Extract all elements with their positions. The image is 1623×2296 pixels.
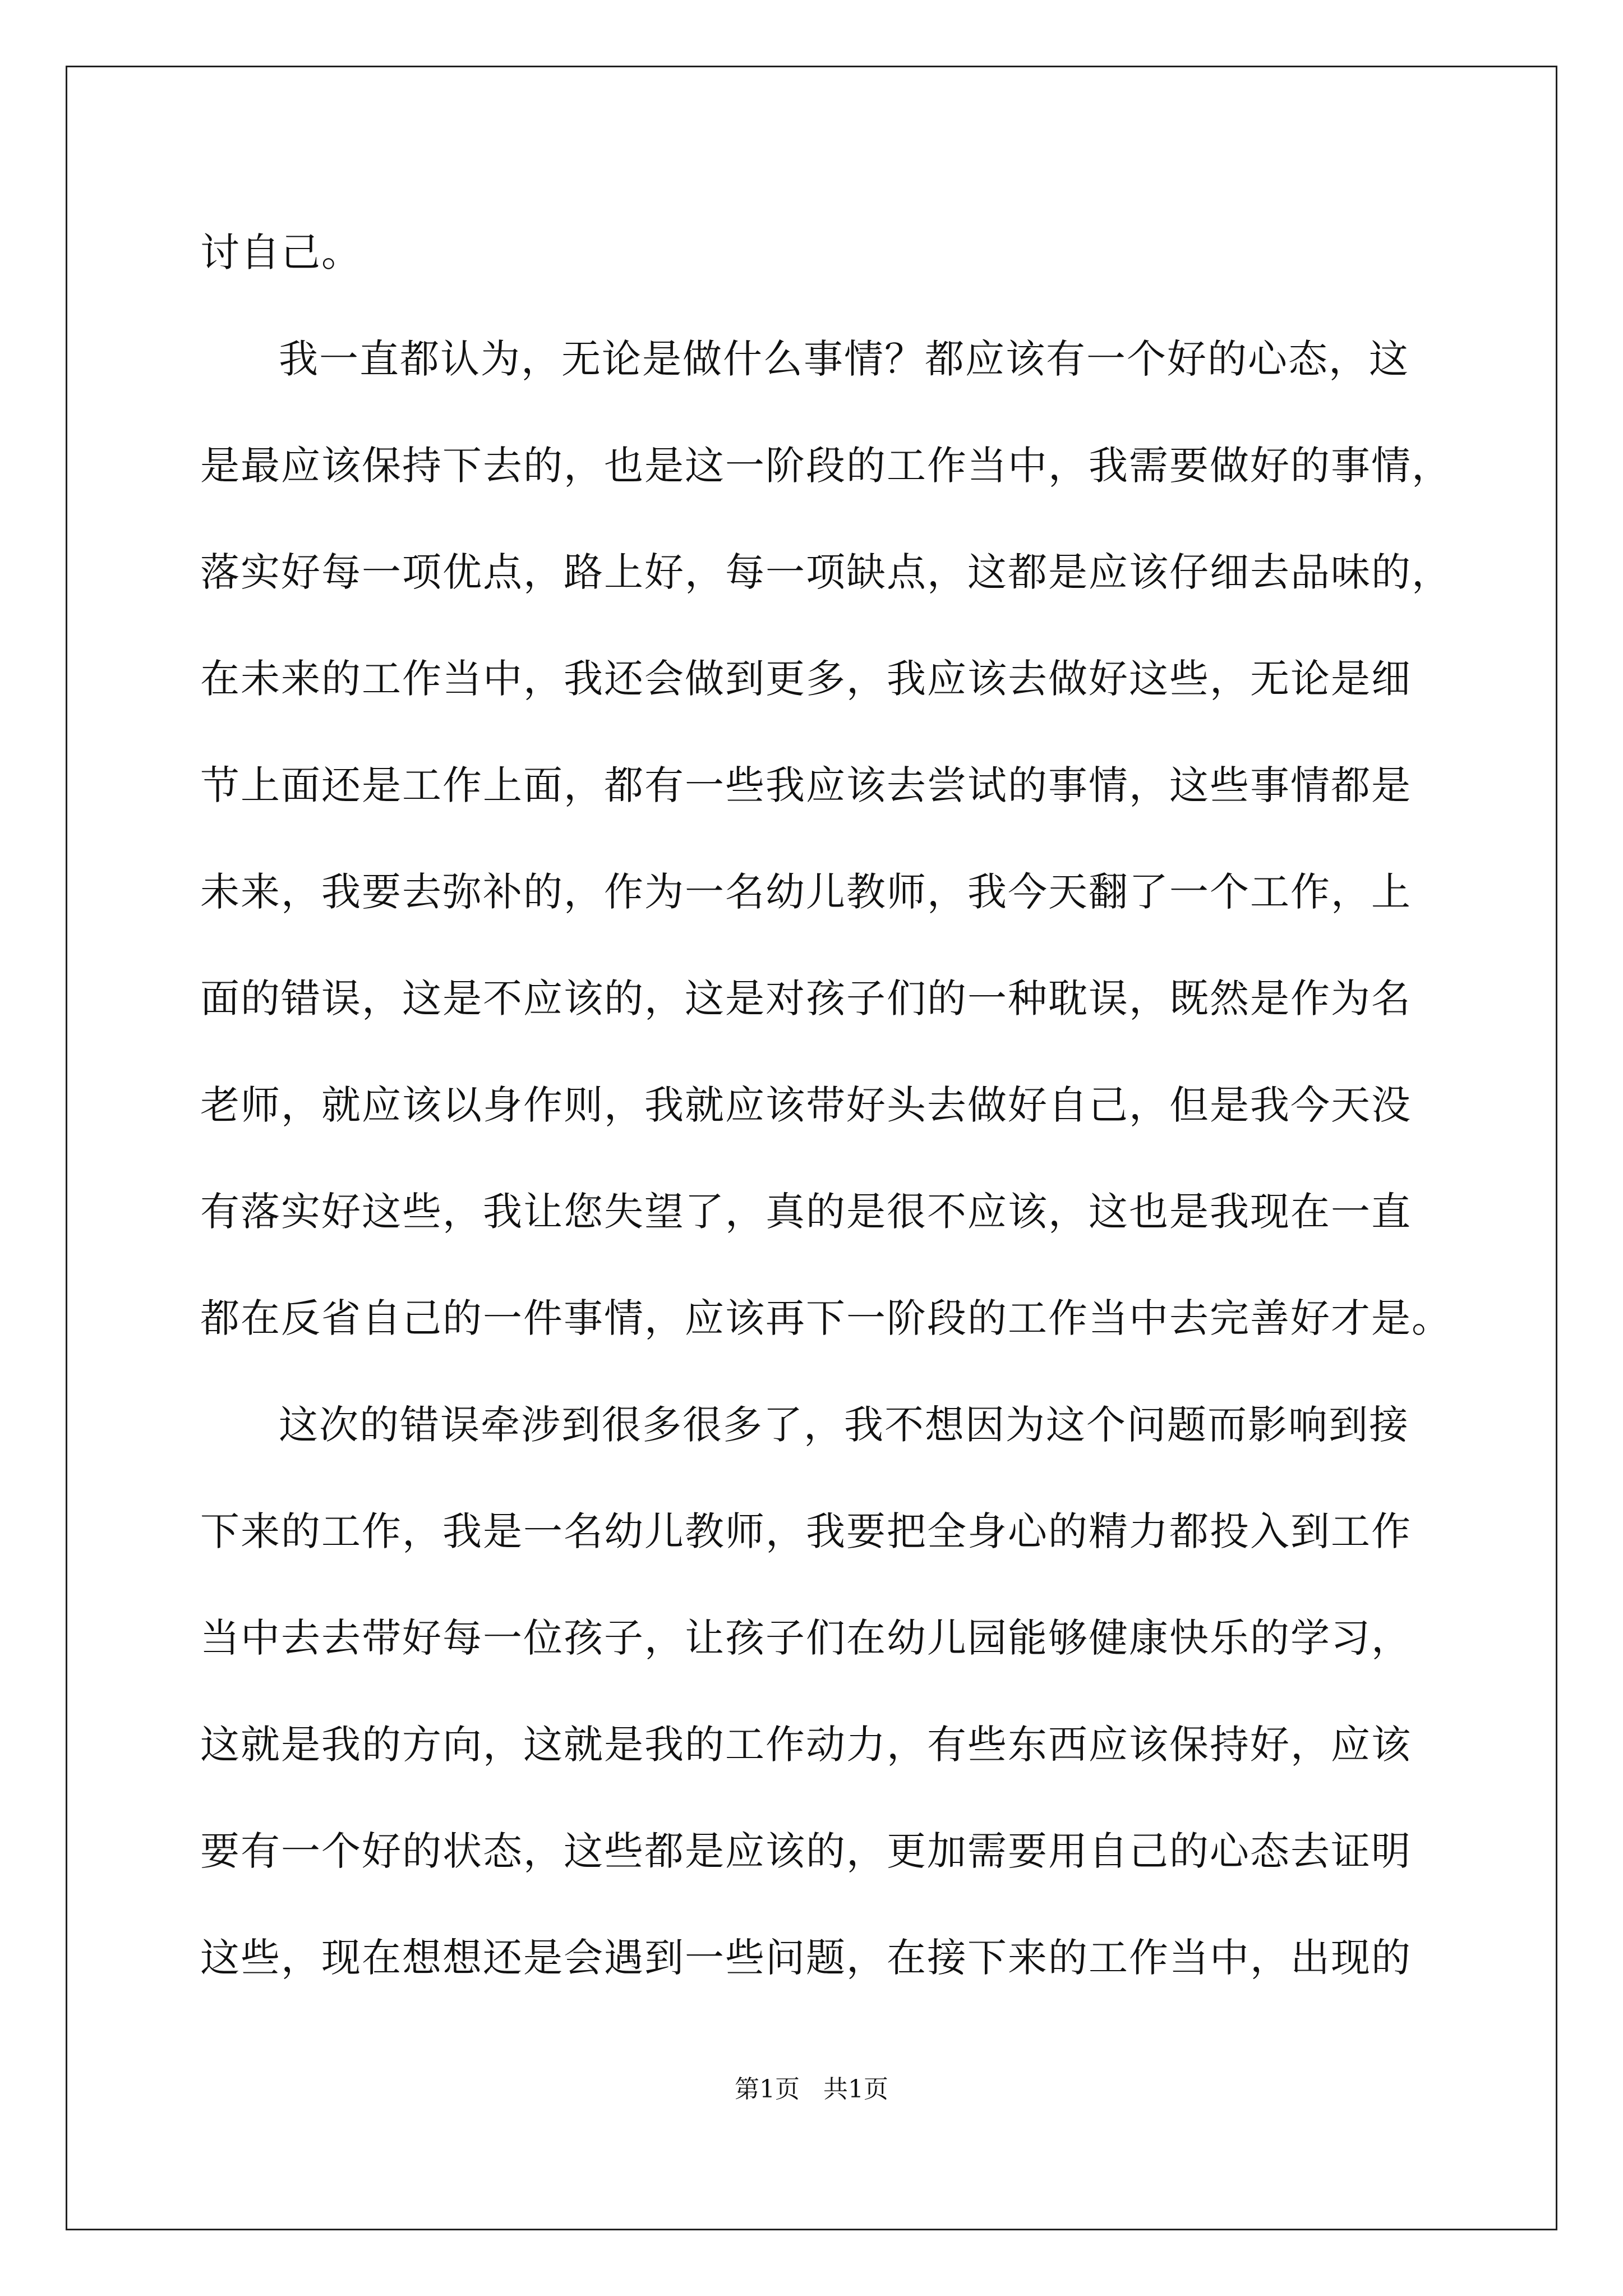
text-line: 在未来的工作当中，我还会做到更多，我应该去做好这些，无论是细 bbox=[200, 656, 1412, 702]
text-line: 未来，我要去弥补的，作为一名幼儿教师，我今天翻了一个工作，上 bbox=[200, 869, 1412, 915]
text-line: 我一直都认为，无论是做什么事情？都应该有一个好的心态，这 bbox=[279, 336, 1409, 382]
text-line: 要有一个好的状态，这些都是应该的，更加需要用自己的心态去证明 bbox=[200, 1828, 1412, 1874]
text-line: 都在反省自己的一件事情，应该再下一阶段的工作当中去完善好才是。 bbox=[200, 1295, 1452, 1341]
text-line: 落实好每一项优点，路上好，每一项缺点，这都是应该仔细去品味的， bbox=[200, 549, 1452, 595]
text-line: 当中去去带好每一位孩子，让孩子们在幼儿园能够健康快乐的学习， bbox=[200, 1615, 1412, 1661]
page-border bbox=[66, 66, 1557, 2230]
text-line: 面的错误，这是不应该的，这是对孩子们的一种耽误，既然是作为名 bbox=[200, 976, 1412, 1022]
page-total: 共1页 bbox=[823, 2075, 888, 2104]
text-line: 这次的错误牵涉到很多很多了，我不想因为这个问题而影响到接 bbox=[279, 1402, 1409, 1448]
text-line: 这些，现在想想还是会遇到一些问题，在接下来的工作当中，出现的 bbox=[200, 1935, 1412, 1981]
page-footer bbox=[0, 2073, 1623, 2106]
text-line: 老师，就应该以身作则，我就应该带好头去做好自己，但是我今天没 bbox=[200, 1082, 1412, 1128]
text-line: 讨自己。 bbox=[200, 229, 362, 275]
text-line: 是最应该保持下去的，也是这一阶段的工作当中，我需要做好的事情， bbox=[200, 443, 1452, 489]
text-line: 节上面还是工作上面，都有一些我应该去尝试的事情，这些事情都是 bbox=[200, 762, 1412, 808]
text-line: 有落实好这些，我让您失望了，真的是很不应该，这也是我现在一直 bbox=[200, 1189, 1412, 1235]
text-line: 这就是我的方向，这就是我的工作动力，有些东西应该保持好，应该 bbox=[200, 1722, 1412, 1768]
text-line: 下来的工作，我是一名幼儿教师，我要把全身心的精力都投入到工作 bbox=[200, 1508, 1412, 1554]
page-number: 第1页 bbox=[735, 2075, 800, 2104]
